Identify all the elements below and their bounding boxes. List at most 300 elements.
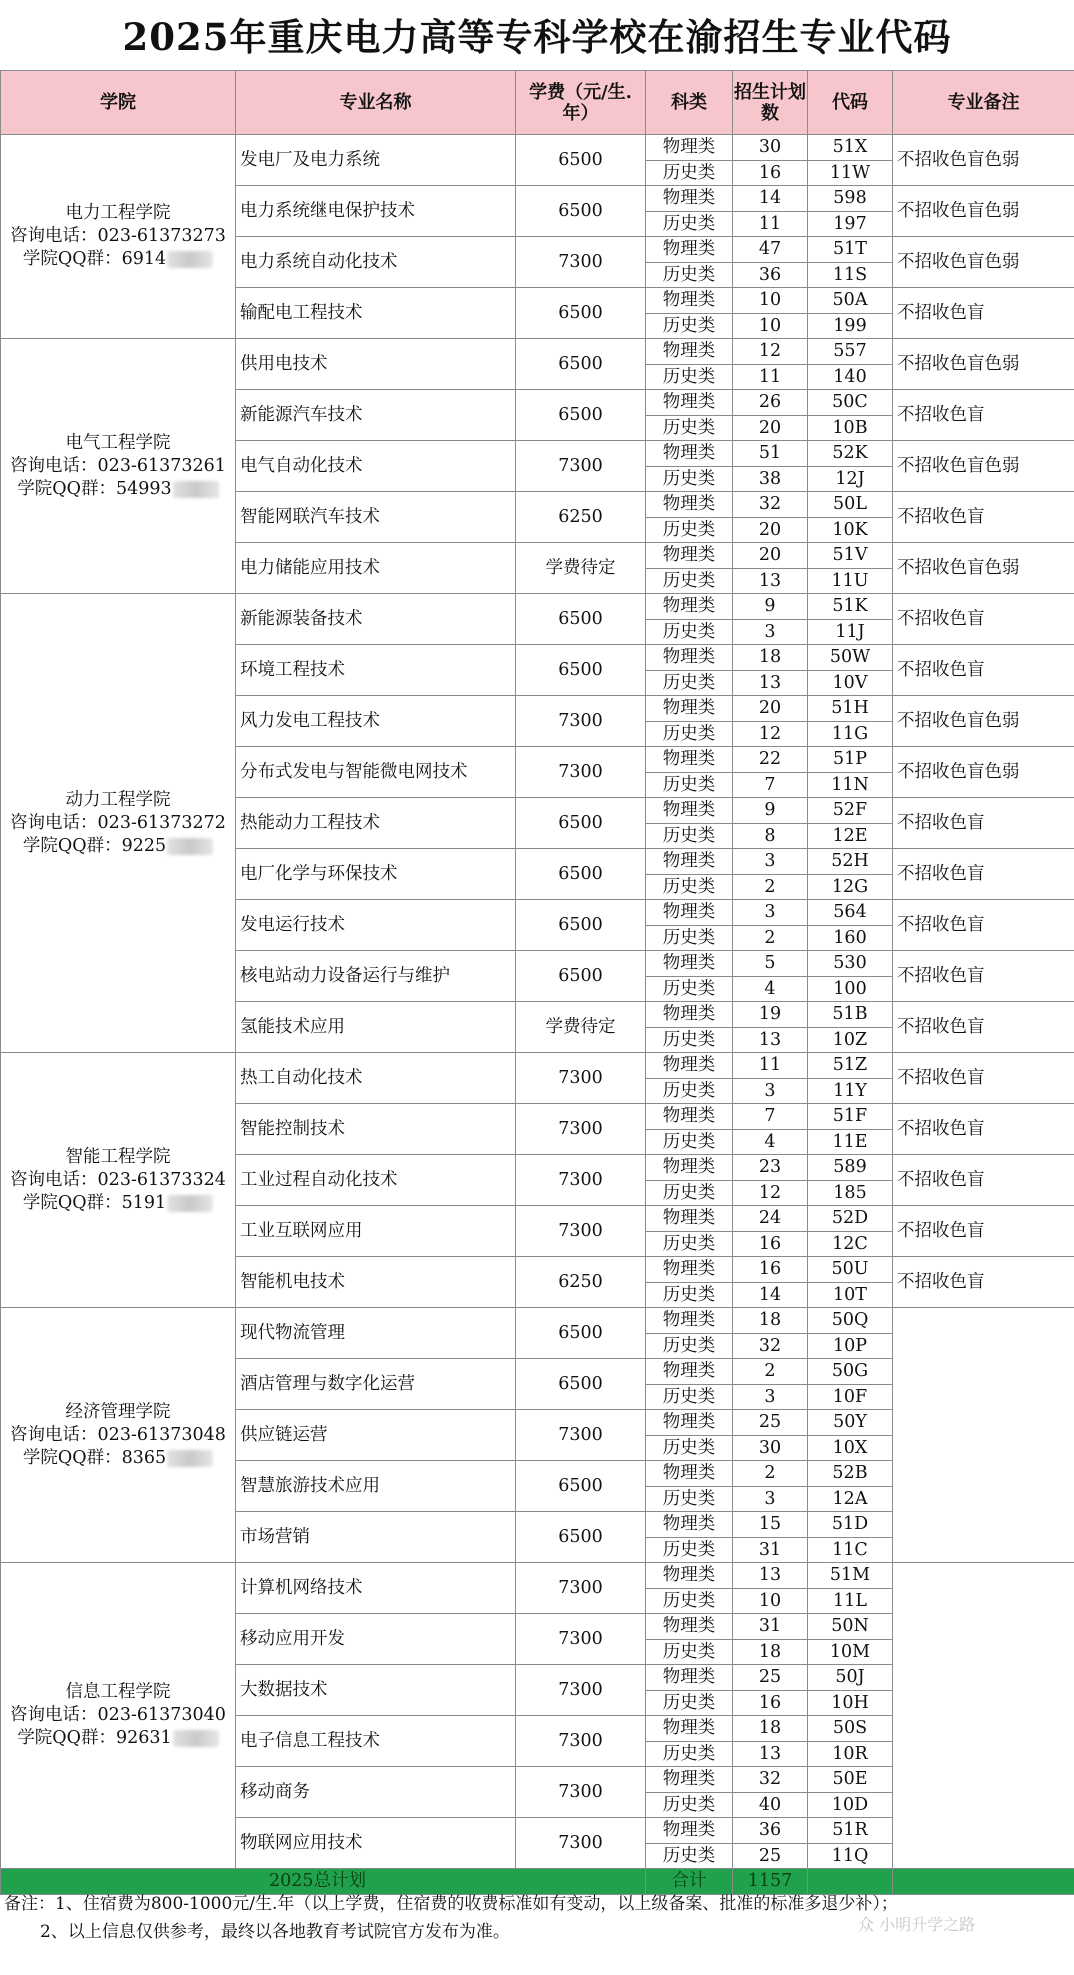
table-row: [1, 339, 1074, 365]
major-name: 核电站动力设备运行与维护: [236, 951, 516, 1002]
subject-type: 物理类: [646, 1461, 733, 1487]
plan-count: 11: [733, 1053, 808, 1079]
major-code: 50A: [808, 288, 893, 314]
major-remark: 不招收色盲: [893, 1155, 1074, 1206]
subject-type: 物理类: [646, 288, 733, 314]
major-remark: 不招收色盲色弱: [893, 339, 1074, 390]
college-cell: [1, 1053, 236, 1308]
tuition-fee: 7300: [516, 1614, 646, 1665]
subject-type: 历史类: [646, 517, 733, 543]
tuition-fee: 6500: [516, 135, 646, 186]
major-code: 598: [808, 186, 893, 212]
plan-count: 5: [733, 951, 808, 977]
plan-count: 9: [733, 594, 808, 620]
total-sum-label: 合计: [646, 1869, 733, 1895]
subject-type: 物理类: [646, 1206, 733, 1232]
plan-count: 31: [733, 1614, 808, 1640]
subject-type: 物理类: [646, 1512, 733, 1538]
tuition-fee: 7300: [516, 1665, 646, 1716]
major-code: 51K: [808, 594, 893, 620]
subject-type: 物理类: [646, 1818, 733, 1844]
plan-count: 32: [733, 1767, 808, 1793]
subject-type: 历史类: [646, 568, 733, 594]
subject-type: 历史类: [646, 1486, 733, 1512]
major-code: 11S: [808, 262, 893, 288]
plan-count: 3: [733, 849, 808, 875]
subject-type: 物理类: [646, 645, 733, 671]
plan-count: 36: [733, 1818, 808, 1844]
subject-type: 物理类: [646, 1155, 733, 1181]
major-name: 酒店管理与数字化运营: [236, 1359, 516, 1410]
tuition-fee: 6500: [516, 951, 646, 1002]
plan-count: 8: [733, 823, 808, 849]
major-code: 52D: [808, 1206, 893, 1232]
major-code: 11E: [808, 1129, 893, 1155]
college-phone: 咨询电话：023-61373048: [10, 1424, 226, 1445]
subject-type: 物理类: [646, 951, 733, 977]
tuition-fee: 6500: [516, 1461, 646, 1512]
major-code: 140: [808, 364, 893, 390]
major-name: 物联网应用技术: [236, 1818, 516, 1869]
plan-count: 51: [733, 441, 808, 467]
major-code: 557: [808, 339, 893, 365]
subject-type: 历史类: [646, 619, 733, 645]
subject-type: 历史类: [646, 772, 733, 798]
major-code: 199: [808, 313, 893, 339]
subject-type: 历史类: [646, 313, 733, 339]
major-code: 51H: [808, 696, 893, 722]
header-major: 专业名称: [236, 71, 516, 135]
subject-type: 物理类: [646, 441, 733, 467]
major-name: 市场营销: [236, 1512, 516, 1563]
subject-type: 历史类: [646, 874, 733, 900]
major-name: 发电厂及电力系统: [236, 135, 516, 186]
major-name: 电力储能应用技术: [236, 543, 516, 594]
subject-type: 历史类: [646, 925, 733, 951]
major-code: 10T: [808, 1282, 893, 1308]
tuition-fee: 7300: [516, 1104, 646, 1155]
plan-count: 10: [733, 1588, 808, 1614]
major-code: 51T: [808, 237, 893, 263]
tuition-fee: 7300: [516, 441, 646, 492]
subject-type: 物理类: [646, 1563, 733, 1589]
subject-type: 物理类: [646, 339, 733, 365]
redaction-blur: [173, 481, 219, 498]
college-qq-text: 学院QQ群：54993: [17, 478, 172, 499]
major-remark: 不招收色盲: [893, 1257, 1074, 1308]
major-code: 51R: [808, 1818, 893, 1844]
plan-count: 16: [733, 1257, 808, 1283]
major-code: 11Q: [808, 1843, 893, 1869]
plan-count: 30: [733, 135, 808, 161]
major-name: 智慧旅游技术应用: [236, 1461, 516, 1512]
major-name: 发电运行技术: [236, 900, 516, 951]
subject-type: 物理类: [646, 1002, 733, 1028]
tuition-fee: 6500: [516, 849, 646, 900]
table-row: [1, 135, 1074, 161]
major-code: 185: [808, 1180, 893, 1206]
subject-type: 历史类: [646, 364, 733, 390]
subject-type: 物理类: [646, 135, 733, 161]
table-row: [1, 594, 1074, 620]
college-cell: [1, 594, 236, 1053]
subject-type: 历史类: [646, 721, 733, 747]
plan-count: 32: [733, 1333, 808, 1359]
header-remark: 专业备注: [893, 71, 1074, 135]
tuition-fee: 7300: [516, 1767, 646, 1818]
tuition-fee: 6500: [516, 594, 646, 645]
subject-type: 历史类: [646, 1078, 733, 1104]
plan-count: 13: [733, 1027, 808, 1053]
header-row: [1, 71, 1074, 135]
tuition-fee: 6500: [516, 186, 646, 237]
college-qq-text: 学院QQ群：92631: [17, 1728, 172, 1748]
redaction-blur: [167, 838, 213, 855]
plan-count: 13: [733, 1563, 808, 1589]
subject-type: 物理类: [646, 1614, 733, 1640]
plan-count: 3: [733, 900, 808, 926]
total-label: 2025总计划: [1, 1869, 646, 1895]
major-code: 530: [808, 951, 893, 977]
major-name: 电子信息工程技术: [236, 1716, 516, 1767]
major-code: 51M: [808, 1563, 893, 1589]
major-remark: 不招收色盲: [893, 390, 1074, 441]
plan-count: 20: [733, 543, 808, 569]
plan-count: 11: [733, 364, 808, 390]
college-name: 电气工程学院: [65, 432, 171, 453]
major-code: 50U: [808, 1257, 893, 1283]
subject-type: 物理类: [646, 186, 733, 212]
major-name: 移动商务: [236, 1767, 516, 1818]
college-phone: 咨询电话：023-61373273: [10, 226, 226, 246]
major-remark: 不招收色盲: [893, 288, 1074, 339]
major-code: 51B: [808, 1002, 893, 1028]
major-remark: 不招收色盲: [893, 594, 1074, 645]
plan-count: 3: [733, 619, 808, 645]
plan-count: 26: [733, 390, 808, 416]
major-code: 11Y: [808, 1078, 893, 1104]
subject-type: 历史类: [646, 1231, 733, 1257]
major-name: 计算机网络技术: [236, 1563, 516, 1614]
tuition-fee: 6250: [516, 492, 646, 543]
table-body: [1, 135, 1074, 1895]
admissions-table: [0, 70, 1074, 1895]
college-phone: 咨询电话：023-61373272: [10, 812, 226, 833]
subject-type: 历史类: [646, 1027, 733, 1053]
major-code: 50E: [808, 1767, 893, 1793]
major-code: 10X: [808, 1435, 893, 1461]
major-code: 12E: [808, 823, 893, 849]
major-code: 11C: [808, 1537, 893, 1563]
plan-count: 16: [733, 160, 808, 186]
college-qq: [1, 1192, 235, 1215]
plan-count: 2: [733, 1461, 808, 1487]
subject-type: 历史类: [646, 1129, 733, 1155]
tuition-fee: 6500: [516, 900, 646, 951]
major-code: 50S: [808, 1716, 893, 1742]
major-remark: 不招收色盲色弱: [893, 237, 1074, 288]
subject-type: 历史类: [646, 1588, 733, 1614]
header-code: 代码: [808, 71, 893, 135]
subject-type: 物理类: [646, 1104, 733, 1130]
college-qq-text: 学院QQ群：9225: [22, 835, 167, 856]
major-name: 新能源装备技术: [236, 594, 516, 645]
tuition-fee: 学费待定: [516, 1002, 646, 1053]
major-remark: 不招收色盲: [893, 849, 1074, 900]
plan-count: 12: [733, 1180, 808, 1206]
major-remark: 不招收色盲: [893, 951, 1074, 1002]
table-row: [1, 1563, 1074, 1589]
major-name: 输配电工程技术: [236, 288, 516, 339]
plan-count: 18: [733, 1308, 808, 1334]
subject-type: 物理类: [646, 1053, 733, 1079]
subject-type: 历史类: [646, 1741, 733, 1767]
plan-count: 2: [733, 925, 808, 951]
subject-type: 物理类: [646, 237, 733, 263]
major-code: 50Y: [808, 1410, 893, 1436]
major-code: 11N: [808, 772, 893, 798]
tuition-fee: 7300: [516, 1563, 646, 1614]
college-qq-text: 学院QQ群：5191: [22, 1192, 167, 1213]
college-phone: 咨询电话：023-61373261: [10, 455, 226, 476]
plan-count: 24: [733, 1206, 808, 1232]
plan-count: 4: [733, 1129, 808, 1155]
tuition-fee: 6500: [516, 1308, 646, 1359]
major-code: 11L: [808, 1588, 893, 1614]
plan-count: 4: [733, 976, 808, 1002]
major-name: 移动应用开发: [236, 1614, 516, 1665]
college-cell: [1, 1308, 236, 1563]
major-code: 50Q: [808, 1308, 893, 1334]
subject-type: 物理类: [646, 594, 733, 620]
college-phone: 咨询电话：023-61373324: [10, 1169, 226, 1190]
tuition-fee: 7300: [516, 1155, 646, 1206]
plan-count: 3: [733, 1486, 808, 1512]
plan-count: 25: [733, 1410, 808, 1436]
plan-count: 47: [733, 237, 808, 263]
major-code: 10V: [808, 670, 893, 696]
college-name: 经济管理学院: [65, 1401, 171, 1422]
major-name: 氢能技术应用: [236, 1002, 516, 1053]
major-code: 12G: [808, 874, 893, 900]
major-name: 热能动力工程技术: [236, 798, 516, 849]
subject-type: 历史类: [646, 1537, 733, 1563]
college-qq: [1, 478, 235, 501]
major-code: 11J: [808, 619, 893, 645]
major-remark: 不招收色盲: [893, 1053, 1074, 1104]
plan-count: 3: [733, 1384, 808, 1410]
tuition-fee: 6250: [516, 1257, 646, 1308]
major-code: 10F: [808, 1384, 893, 1410]
plan-count: 31: [733, 1537, 808, 1563]
note-line: 2、以上信息仅供参考，最终以各地教育考试院官方发布为准。: [40, 1922, 510, 1942]
college-qq: [1, 835, 235, 858]
major-name: 环境工程技术: [236, 645, 516, 696]
college-name: 电力工程学院: [65, 203, 171, 223]
tuition-fee: 7300: [516, 1818, 646, 1869]
major-name: 热工自动化技术: [236, 1053, 516, 1104]
major-code: 51X: [808, 135, 893, 161]
plan-count: 2: [733, 874, 808, 900]
major-code: 51F: [808, 1104, 893, 1130]
major-name: 供用电技术: [236, 339, 516, 390]
subject-type: 历史类: [646, 1690, 733, 1716]
major-code: 52F: [808, 798, 893, 824]
major-remark: 不招收色盲: [893, 645, 1074, 696]
major-remark: 不招收色盲: [893, 492, 1074, 543]
major-code: 197: [808, 211, 893, 237]
major-name: 电力系统继电保护技术: [236, 186, 516, 237]
major-name: 大数据技术: [236, 1665, 516, 1716]
plan-count: 13: [733, 568, 808, 594]
subject-type: 物理类: [646, 1257, 733, 1283]
college-cell: [1, 1563, 236, 1869]
major-code: 12C: [808, 1231, 893, 1257]
tuition-fee: 6500: [516, 798, 646, 849]
tuition-fee: 6500: [516, 1359, 646, 1410]
subject-type: 物理类: [646, 1308, 733, 1334]
subject-type: 历史类: [646, 1792, 733, 1818]
subject-type: 物理类: [646, 1767, 733, 1793]
plan-count: 18: [733, 645, 808, 671]
tuition-fee: 7300: [516, 1053, 646, 1104]
major-remark: 不招收色盲色弱: [893, 186, 1074, 237]
college-qq: [1, 1447, 235, 1470]
plan-count: 19: [733, 1002, 808, 1028]
subject-type: 历史类: [646, 262, 733, 288]
subject-type: 物理类: [646, 747, 733, 773]
plan-count: 22: [733, 747, 808, 773]
plan-count: 10: [733, 288, 808, 314]
plan-count: 16: [733, 1231, 808, 1257]
major-code: 51V: [808, 543, 893, 569]
major-name: 电气自动化技术: [236, 441, 516, 492]
major-remark: 不招收色盲色弱: [893, 747, 1074, 798]
major-name: 电厂化学与环保技术: [236, 849, 516, 900]
plan-count: 7: [733, 1104, 808, 1130]
table-row: [1, 1053, 1074, 1079]
subject-type: 历史类: [646, 466, 733, 492]
plan-count: 25: [733, 1665, 808, 1691]
tuition-fee: 7300: [516, 1716, 646, 1767]
major-remark: 不招收色盲色弱: [893, 696, 1074, 747]
redaction-blur: [167, 251, 213, 268]
subject-type: 历史类: [646, 415, 733, 441]
subject-type: 历史类: [646, 976, 733, 1002]
plan-count: 36: [733, 262, 808, 288]
major-name: 电力系统自动化技术: [236, 237, 516, 288]
subject-type: 物理类: [646, 1359, 733, 1385]
plan-count: 16: [733, 1690, 808, 1716]
plan-count: 18: [733, 1716, 808, 1742]
plan-count: 7: [733, 772, 808, 798]
major-name: 现代物流管理: [236, 1308, 516, 1359]
subject-type: 物理类: [646, 543, 733, 569]
tuition-fee: 7300: [516, 1410, 646, 1461]
plan-count: 40: [733, 1792, 808, 1818]
college-cell: [1, 339, 236, 594]
tuition-fee: 7300: [516, 696, 646, 747]
major-remark: 不招收色盲: [893, 1206, 1074, 1257]
major-code: 51D: [808, 1512, 893, 1538]
major-code: 50J: [808, 1665, 893, 1691]
college-name: 动力工程学院: [65, 789, 171, 810]
tuition-fee: 7300: [516, 237, 646, 288]
redaction-blur: [173, 1730, 219, 1747]
major-code: 10Z: [808, 1027, 893, 1053]
major-code: 11G: [808, 721, 893, 747]
college-qq-text: 学院QQ群：6914: [22, 249, 167, 269]
major-remark: 不招收色盲色弱: [893, 441, 1074, 492]
major-code: 10M: [808, 1639, 893, 1665]
major-name: 智能控制技术: [236, 1104, 516, 1155]
tuition-fee: 6500: [516, 339, 646, 390]
major-remark-empty: [893, 1308, 1074, 1563]
plan-count: 20: [733, 415, 808, 441]
subject-type: 历史类: [646, 1384, 733, 1410]
subject-type: 历史类: [646, 823, 733, 849]
college-phone: 咨询电话：023-61373040: [10, 1705, 226, 1725]
tuition-fee: 6500: [516, 390, 646, 441]
subject-type: 物理类: [646, 900, 733, 926]
redaction-blur: [167, 1195, 213, 1212]
tuition-fee: 学费待定: [516, 543, 646, 594]
major-code: 50W: [808, 645, 893, 671]
college-name: 智能工程学院: [65, 1146, 171, 1167]
plan-count: 9: [733, 798, 808, 824]
college-cell: [1, 135, 236, 339]
major-remark: 不招收色盲色弱: [893, 543, 1074, 594]
tuition-fee: 6500: [516, 288, 646, 339]
plan-count: 23: [733, 1155, 808, 1181]
major-code: 160: [808, 925, 893, 951]
major-code: 10R: [808, 1741, 893, 1767]
major-name: 新能源汽车技术: [236, 390, 516, 441]
subject-type: 历史类: [646, 160, 733, 186]
major-code: 564: [808, 900, 893, 926]
subject-type: 历史类: [646, 1843, 733, 1869]
major-name: 工业互联网应用: [236, 1206, 516, 1257]
major-code: 100: [808, 976, 893, 1002]
major-name: 智能网联汽车技术: [236, 492, 516, 543]
major-code: 52K: [808, 441, 893, 467]
major-remark: 不招收色盲色弱: [893, 135, 1074, 186]
college-qq-text: 学院QQ群：8365: [22, 1447, 167, 1468]
major-name: 风力发电工程技术: [236, 696, 516, 747]
major-code: 52H: [808, 849, 893, 875]
major-remark: 不招收色盲: [893, 1002, 1074, 1053]
plan-count: 15: [733, 1512, 808, 1538]
header-fee: 学费（元/生.年）: [516, 71, 646, 135]
plan-count: 20: [733, 517, 808, 543]
plan-count: 32: [733, 492, 808, 518]
plan-count: 30: [733, 1435, 808, 1461]
major-name: 供应链运营: [236, 1410, 516, 1461]
subject-type: 历史类: [646, 1282, 733, 1308]
subject-type: 历史类: [646, 211, 733, 237]
subject-type: 物理类: [646, 798, 733, 824]
plan-count: 10: [733, 313, 808, 339]
tuition-fee: 6500: [516, 645, 646, 696]
subject-type: 物理类: [646, 492, 733, 518]
plan-count: 3: [733, 1078, 808, 1104]
subject-type: 历史类: [646, 1435, 733, 1461]
major-code: 11U: [808, 568, 893, 594]
plan-count: 38: [733, 466, 808, 492]
major-code: 10D: [808, 1792, 893, 1818]
header-subject: 科类: [646, 71, 733, 135]
major-code: 52B: [808, 1461, 893, 1487]
